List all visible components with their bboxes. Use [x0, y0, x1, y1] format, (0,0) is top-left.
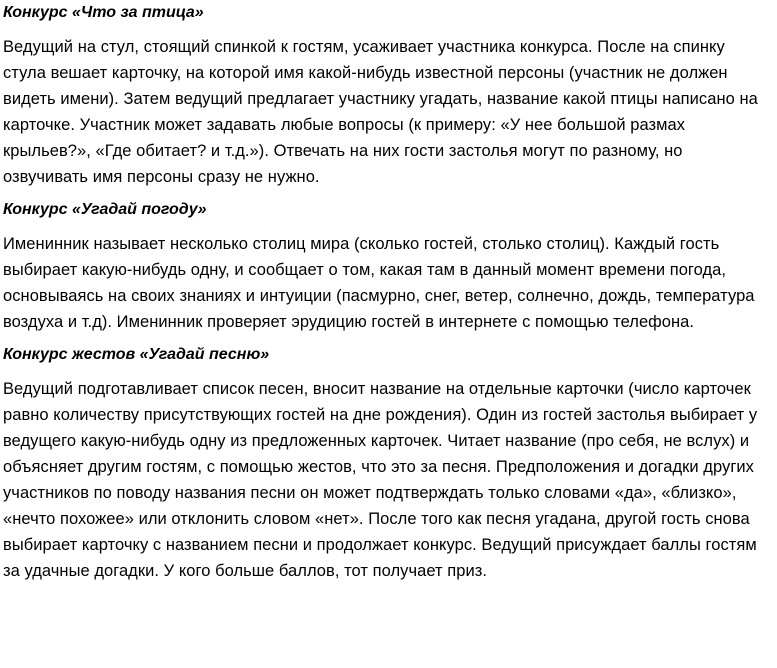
section-paragraph: Ведущий подготавливает список песен, вносит название на отдельные карточки (число карточек равно количеству присутствующих гостей на дне рождения). Один из гостей застолья выбирает у ведущего какую-нибудь одну из предложенных карточек. Читает название (про себя, не вслух) и объясняет другим гостям, с помощью жестов, что это за песня. Предположения и догадки других участников по поводу названия песни он может подтверждать только словами «да», «близко», «нечто похожее» или отклонить словом «нет». После того как песня угадана, другой гость снова выбирает карточку с названием песни и продолжает конкурс. Ведущий присуждает баллы гостям за удачные догадки. У кого больше баллов, тот получает приз.: [3, 380, 758, 580]
contest-section-what-bird: [3, 0, 771, 190]
section-title: Конкурс «Что за птица»: [3, 4, 204, 21]
contest-section-guess-song: [3, 342, 771, 584]
section-title: Конкурс жестов «Угадай песню»: [3, 346, 270, 363]
section-title: Конкурс «Угадай погоду»: [3, 201, 207, 218]
contest-section-guess-weather: [3, 197, 771, 335]
section-paragraph: Ведущий на стул, стоящий спинкой к гостям, усаживает участника конкурса. После на спинку стула вешает карточку, на которой имя какой-нибудь известной персоны (участник не должен видеть имени). Затем ведущий предлагает участнику угадать, название какой птицы написано на карточке. Участник может задавать любые вопросы (к примеру: «У нее большой размах крыльев?», «Где обитает? и т.д.»). Отвечать на них гости застолья могут по разному, но озвучивать имя персоны сразу не нужно.: [3, 38, 758, 186]
section-paragraph: Именинник называет несколько столиц мира (сколько гостей, столько столиц). Каждый гость выбирает какую-нибудь одну, и сообщает о том, какая там в данный момент времени погода, основываясь на своих знаниях и интуиции (пасмурно, снег, ветер, солнечно, дождь, температура воздуха и т.д). Именинник проверяет эрудицию гостей в интернете с помощью телефона.: [3, 235, 755, 331]
